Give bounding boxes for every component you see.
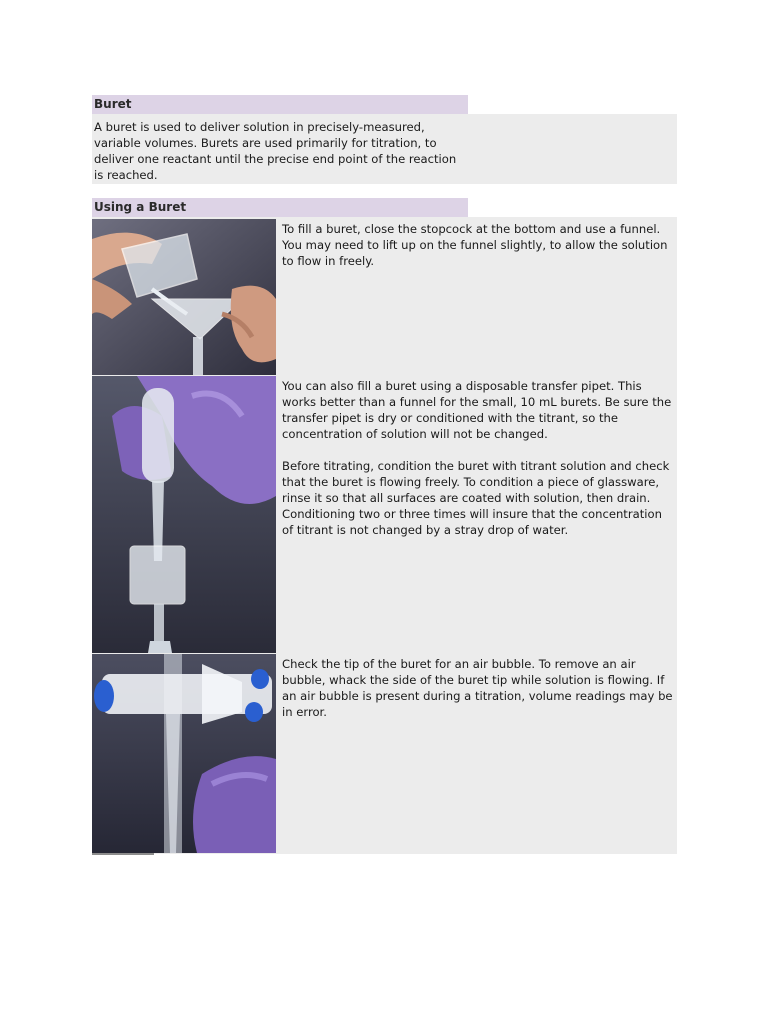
footer-underline [92,853,154,855]
step-1-paragraph-1: To fill a buret, close the stopcock at the bottom and use a funnel. You may need to lift up on the funnel slightly, to allow the solution to flow in freely. [282,222,668,268]
photo-transfer-pipet [92,376,276,653]
step-2-paragraph-2: Before titrating, condition the buret with titrant solution and check that the buret is flowing freely. To condition a piece of glassware, rinse it so that all surfaces are coated with solution, then drain. Conditioning two or three times will insure that the concentration of titrant is not changed by a stray drop of water. [282,459,670,537]
step-text-1 [282,221,674,285]
section-title-buret: Buret [92,95,468,114]
step-text-2 [282,378,674,554]
intro-box [92,114,677,184]
intro-text: A buret is used to deliver solution in precisely-measured, variable volumes. Burets are used primarily for titration, to deliver one reactant until the precise end point of the reaction is reached. [94,120,457,182]
step-3-paragraph-1: Check the tip of the buret for an air bubble. To remove an air bubble, whack the side of the buret tip while solution is flowing. If an air bubble is present during a titration, volume readings may be in error. [282,657,673,719]
step-2-paragraph-1: You can also fill a buret using a disposable transfer pipet. This works better than a funnel for the small, 10 mL burets. Be sure the transfer pipet is dry or conditioned with the titrant, so the concentration of solution will not be changed. [282,379,672,441]
step-text-3 [282,656,674,736]
photo-filling-with-funnel [92,219,276,375]
photo-stopcock [92,654,276,853]
section-title-using-buret: Using a Buret [92,198,468,217]
